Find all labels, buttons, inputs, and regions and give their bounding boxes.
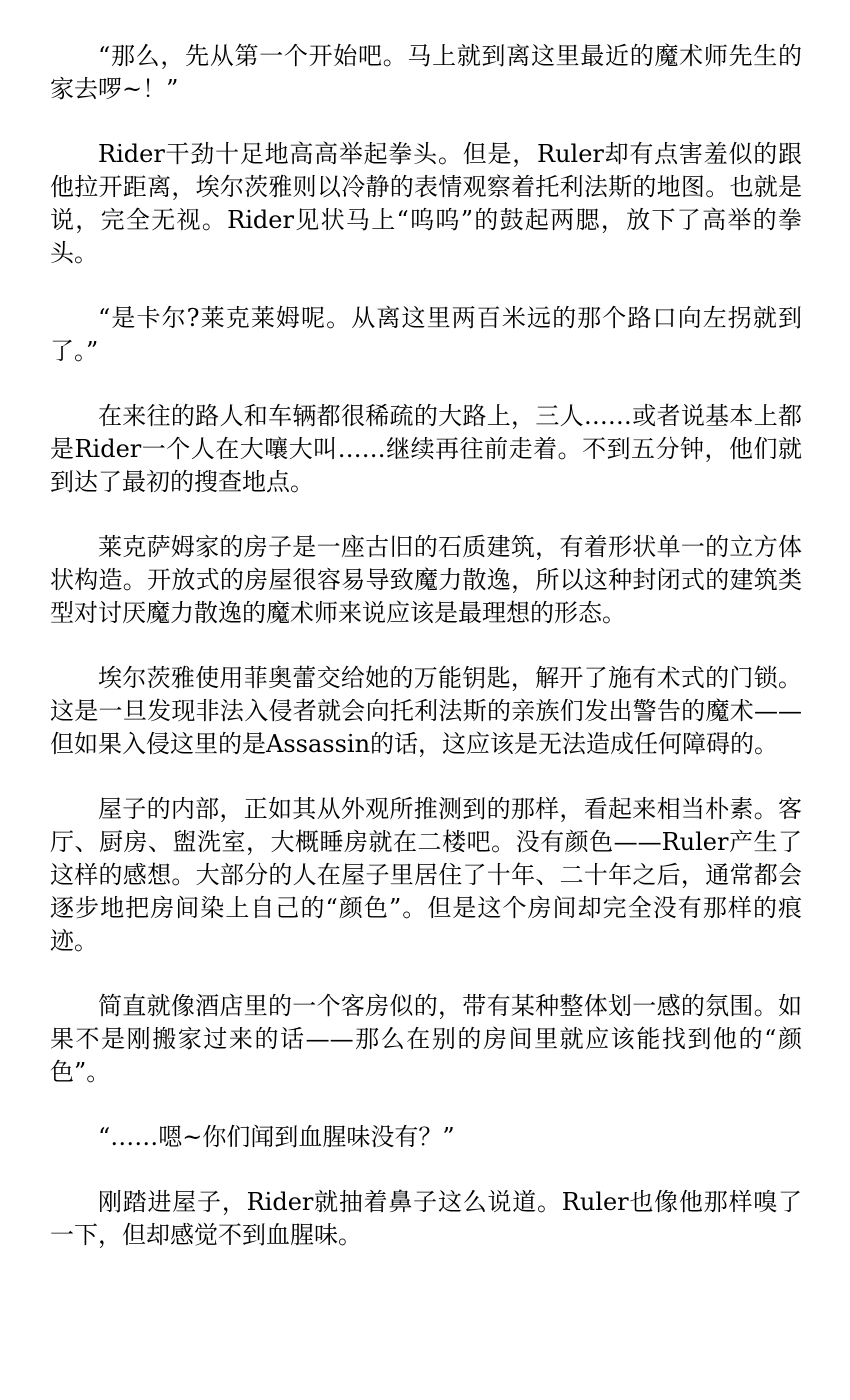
paragraph: 在来往的路人和车辆都很稀疏的大路上，三人……或者说基本上都是Rider一个人在大嚷大叫……继续再往前走着。不到五分钟，他们就到达了最初的搜查地点。 bbox=[50, 402, 802, 496]
paragraph: 简直就像酒店里的一个客房似的，带有某种整体划一感的氛围。如果不是刚搬家过来的话——那么在别的房间里就应该能找到他的“颜色”。 bbox=[50, 992, 802, 1086]
paragraph: “……嗯~你们闻到血腥味没有？” bbox=[98, 1123, 455, 1151]
paragraph: 莱克萨姆家的房子是一座古旧的石质建筑，有着形状单一的立方体状构造。开放式的房屋很容易导致魔力散逸，所以这种封闭式的建筑类型对讨厌魔力散逸的魔术师来说应该是最理想的形态。 bbox=[50, 533, 802, 627]
document-page bbox=[50, 40, 802, 1252]
paragraph: “那么，先从第一个开始吧。马上就到离这里最近的魔术师先生的家去啰~！” bbox=[50, 42, 802, 103]
paragraph: “是卡尔?莱克莱姆呢。从离这里两百米远的那个路口向左拐就到了。” bbox=[50, 304, 802, 365]
paragraph: 屋子的内部，正如其从外观所推测到的那样，看起来相当朴素。客厅、厨房、盥洗室，大概睡房就在二楼吧。没有颜色——Ruler产生了这样的感想。大部分的人在屋子里居住了十年、二十年之后，通常都会逐步地把房间染上自己的“颜色”。但是这个房间却完全没有那样的痕迹。 bbox=[50, 795, 802, 955]
paragraph: Rider干劲十足地高高举起拳头。但是，Ruler却有点害羞似的跟他拉开距离，埃尔茨雅则以冷静的表情观察着托利法斯的地图。也就是说，完全无视。Rider见状马上“呜呜”的鼓起两腮，放下了高举的拳头。 bbox=[50, 140, 802, 267]
paragraph: 埃尔茨雅使用菲奥蕾交给她的万能钥匙，解开了施有术式的门锁。这是一旦发现非法入侵者就会向托利法斯的亲族们发出警告的魔术——但如果入侵这里的是Assassin的话，这应该是无法造成任何障碍的。 bbox=[50, 664, 802, 758]
paragraph: 刚踏进屋子，Rider就抽着鼻子这么说道。Ruler也像他那样嗅了一下，但却感觉不到血腥味。 bbox=[50, 1188, 802, 1249]
